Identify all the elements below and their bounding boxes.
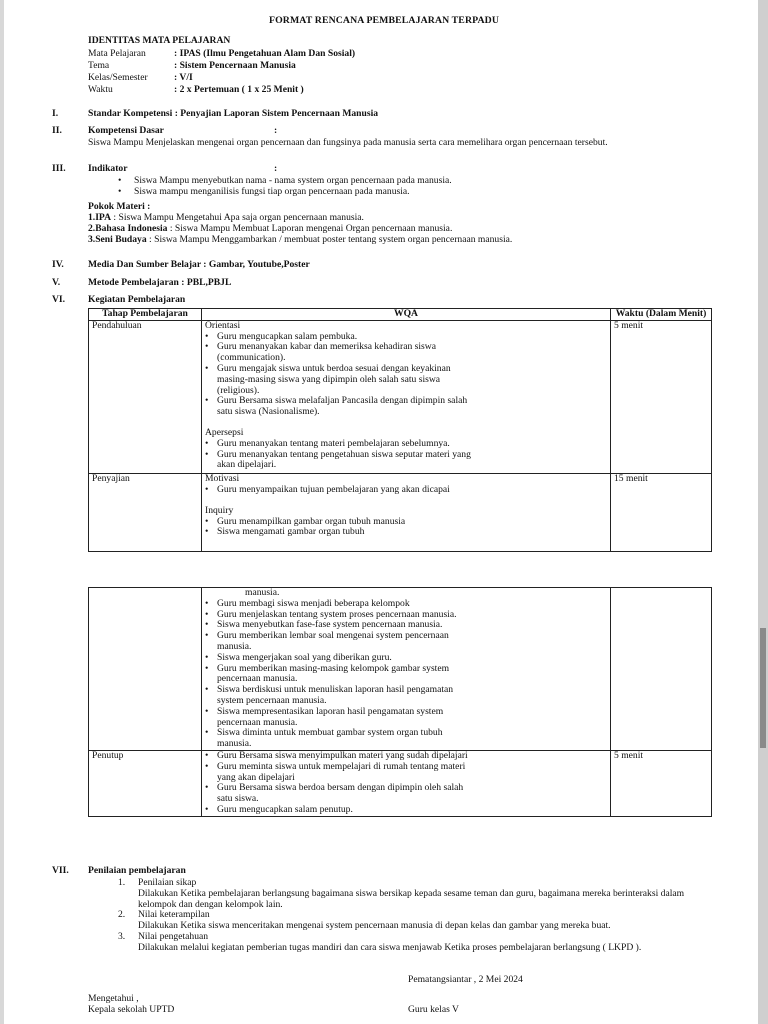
item-title: Nilai keterampilan — [138, 909, 210, 921]
list-item: • Guru Bersama siswa berdoa bersam dengan dipimpin oleh salah satu siswa. — [205, 783, 480, 805]
list-item: • Guru menanyakan tentang materi pembelajaran sebelumnya. — [205, 439, 475, 450]
kepala-sekolah-label: Kepala sekolah UPTD — [88, 1004, 175, 1015]
indikator-list — [118, 176, 718, 198]
list-item: • Siswa berdiskusi untuk menuliskan laporan hasil pengamatan system pencernaan manusia. — [205, 685, 475, 707]
identity-value: : 2 x Pertemuan ( 1 x 25 Menit ) — [174, 84, 304, 95]
list-item: • Siswa mempresentasikan laporan hasil pengamatan system pencernaan manusia. — [205, 707, 475, 729]
item-number: 1. — [118, 877, 126, 888]
list-item: • Siswa mengerjakan soal yang diberikan guru. — [205, 653, 475, 664]
list-item: • Guru memberikan lembar soal mengenai system pencernaan manusia. — [205, 631, 475, 653]
group-label: Apersepsi — [205, 426, 244, 438]
list-item: • Guru meminta siswa untuk mempelajari di rumah tentang materi yang akan dipelajari — [205, 762, 480, 784]
pokok-text: : Siswa Mampu Menggambarkan / membuat poster tentang system organ pencernaan manusia. — [146, 233, 513, 245]
item-number: 2. — [118, 909, 126, 921]
section-number: I. — [52, 108, 59, 119]
activity-cell — [202, 750, 611, 816]
time-cell — [611, 588, 712, 751]
motivasi-list — [205, 485, 475, 496]
identity-value: : IPAS (Ilmu Pengetahuan Alam Dan Sosial) — [174, 48, 356, 59]
section-title: Penilaian pembelajaran — [88, 865, 186, 876]
list-item — [88, 235, 698, 246]
stage-cell — [89, 588, 202, 751]
table-row — [89, 474, 712, 552]
section-number: IV. — [52, 259, 64, 270]
list-item: • Siswa menyebutkan fase-fase system pencernaan manusia. — [205, 620, 475, 631]
item-description: Dilakukan Ketika siswa menceritakan mengenai system pencernaan manusia di depan kelas dan gambar yang mereka buat. — [138, 920, 611, 932]
activity-cell — [202, 588, 611, 751]
header-tahap: Tahap Pembelajaran — [89, 309, 202, 321]
table-row — [89, 588, 712, 751]
table-row — [89, 320, 712, 473]
item-title: Nilai pengetahuan — [138, 930, 209, 942]
group-label: Motivasi — [205, 473, 240, 485]
item-title: Penilaian sikap — [138, 877, 197, 888]
penutup-list — [205, 751, 480, 816]
apersepsi-list — [205, 439, 475, 471]
list-item: • Guru menanyakan kabar dan memeriksa kehadiran siswa (communication). — [205, 342, 475, 364]
list-item: • Guru mengucapkan salam pembuka. — [205, 332, 475, 343]
pokok-text: : Siswa Mampu Mengetahui Apa saja organ pencernaan manusia. — [111, 212, 364, 223]
list-item: • Guru menjelaskan tentang system proses pencernaan manusia. — [205, 610, 475, 621]
identity-key: Mata Pelajaran — [88, 48, 146, 59]
identity-value: : V/I — [174, 72, 193, 83]
section-number: III. — [52, 163, 66, 174]
time-cell: 15 menit — [611, 474, 712, 552]
penilaian-list — [118, 878, 718, 954]
section-number: II. — [52, 125, 62, 136]
page-edge-left — [0, 0, 4, 1024]
time-cell: 5 menit — [611, 750, 712, 816]
list-item — [118, 932, 718, 954]
section-title: Kegiatan Pembelajaran — [88, 294, 186, 305]
section-number: VII. — [52, 865, 69, 876]
table-row — [89, 750, 712, 816]
place-date: Pematangsiantar , 2 Mei 2024 — [408, 974, 523, 985]
list-item: • Guru Bersama siswa menyimpulkan materi yang sudah dipelajari — [205, 751, 480, 762]
list-item — [118, 910, 718, 932]
scroll-thumb[interactable] — [760, 628, 766, 748]
guru-kelas-label: Guru kelas V — [408, 1004, 459, 1015]
section-colon: : — [274, 163, 278, 174]
section-title: Standar Kompetensi : Penyajian Laporan Sistem Pencernaan Manusia — [88, 108, 379, 119]
pokok-label: 2.Bahasa Indonesia — [88, 222, 168, 234]
pokok-text: : Siswa Mampu Membuat Laporan mengenai Organ pencernaan manusia. — [167, 222, 453, 234]
list-item: • Siswa diminta untuk membuat gambar system organ tubuh manusia. — [205, 728, 475, 750]
orientasi-list — [205, 332, 475, 418]
section-number: VI. — [52, 294, 66, 305]
section-title: Media Dan Sumber Belajar : Gambar, Youtube,Poster — [88, 259, 310, 270]
list-item — [118, 878, 718, 910]
page-edge-right — [758, 0, 768, 1024]
penyajian-continued-list — [205, 599, 475, 750]
group-label: Orientasi — [205, 319, 241, 331]
inquiry-list — [205, 517, 455, 539]
section-colon: : — [274, 125, 278, 136]
identity-key: Tema — [88, 60, 110, 71]
kegiatan-table-part2 — [88, 587, 712, 817]
identity-key: Kelas/Semester — [88, 72, 148, 83]
time-cell: 5 menit — [611, 320, 712, 473]
list-item: • Siswa mengamati gambar organ tubuh — [205, 527, 455, 538]
kompetensi-dasar-text: Siswa Mampu Menjelaskan mengenai organ pencernaan dan fungsinya pada manusia serta cara memelihara organ pencernaan tersebut. — [88, 137, 608, 148]
list-item: • Guru menampilkan gambar organ tubuh manusia — [205, 517, 455, 528]
list-item: • Guru Bersama siswa melafaljan Pancasila dengan dipimpin salah satu siswa (Nasionalisme). — [205, 396, 475, 418]
identity-heading: IDENTITAS MATA PELAJARAN — [88, 35, 231, 46]
list-item: • Guru membagi siswa menjadi beberapa kelompok — [205, 599, 475, 610]
identity-value: : Sistem Pencernaan Manusia — [174, 60, 296, 71]
kegiatan-table-part1 — [88, 308, 712, 552]
document-title: FORMAT RENCANA PEMBELAJARAN TERPADU — [268, 15, 499, 26]
list-item: • Guru mengajak siswa untuk berdoa sesuai dengan keyakinan masing-masing siswa yang dipimpin oleh salah satu siswa (religious). — [205, 364, 475, 396]
item-description: Dilakukan Ketika pembelajaran berlangsung bagaimana siswa bersikap kepada sesame teman dan guru, bagaimana mereka berinteraksi dalam kelompok dan dengan kelompok lain. — [138, 887, 685, 910]
header-wqa: WQA — [202, 309, 611, 321]
header-waktu: Waktu (Dalam Menit) — [611, 309, 712, 321]
identity-key: Waktu — [88, 84, 113, 95]
mengetahui-label: Mengetahui , — [88, 993, 139, 1004]
item-description: Dilakukan melalui kegiatan pemberian tugas mandiri dan cara siswa menjawab Ketika proses pembelajaran berlangsung ( LKPD ). — [138, 941, 642, 953]
list-item: • Guru menanyakan tentang pengetahuan siswa seputar materi yang akan dipelajari. — [205, 450, 475, 472]
activity-cell — [202, 474, 611, 552]
table-header-row — [89, 309, 712, 321]
stage-cell: Penyajian — [89, 474, 202, 552]
section-title: Kompetensi Dasar — [88, 125, 164, 136]
stage-cell: Pendahuluan — [89, 320, 202, 473]
pokok-materi-title: Pokok Materi : — [88, 201, 151, 212]
section-title: Metode Pembelajaran : PBL,PBJL — [88, 277, 232, 288]
list-item: • Guru menyampaikan tujuan pembelajaran yang akan dicapai — [205, 485, 475, 496]
pokok-label: 3.Seni Budaya — [88, 233, 147, 245]
list-item: • Siswa Mampu menyebutkan nama - nama system organ pencernaan pada manusia. — [118, 176, 718, 187]
stage-cell: Penutup — [89, 750, 202, 816]
section-title: Indikator — [88, 163, 128, 174]
pokok-label: 1.IPA — [88, 212, 112, 223]
continued-text: manusia. — [245, 587, 280, 598]
list-item: • Guru memberikan masing-masing kelompok gambar system pencernaan manusia. — [205, 664, 475, 686]
item-number: 3. — [118, 930, 126, 942]
section-number: V. — [52, 277, 61, 288]
group-label: Inquiry — [205, 504, 234, 516]
activity-cell — [202, 320, 611, 473]
list-item: • Siswa mampu menganilisis fungsi tiap organ pencernaan pada manusia. — [118, 187, 718, 198]
list-item: • Guru mengucapkan salam penutup. — [205, 805, 480, 816]
pokok-materi-list — [88, 213, 698, 245]
